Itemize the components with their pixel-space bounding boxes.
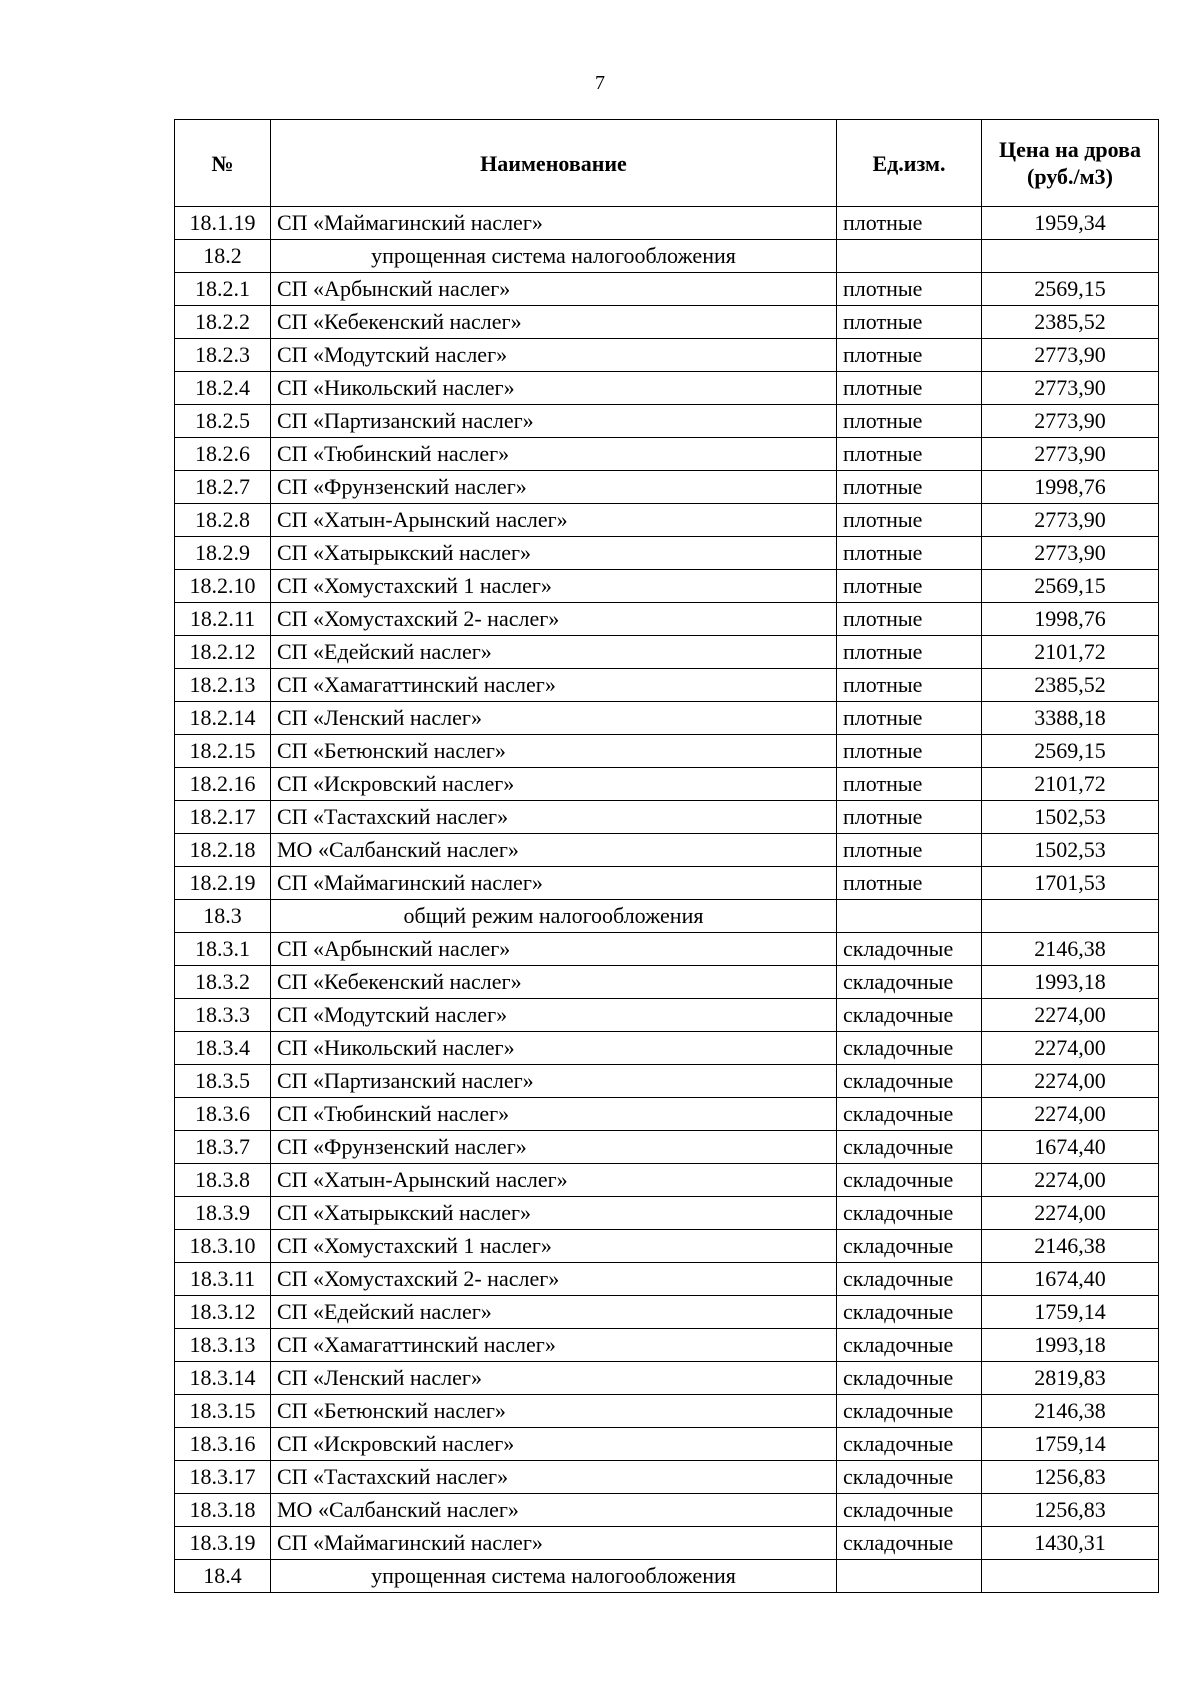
row-number: 18.3.5 (175, 1065, 271, 1098)
unit-cell: складочные (837, 1197, 982, 1230)
table-row (175, 1032, 1159, 1065)
price-cell: 2773,90 (982, 405, 1159, 438)
price-cell: 1701,53 (982, 867, 1159, 900)
unit-cell (837, 1560, 982, 1593)
unit-cell: складочные (837, 999, 982, 1032)
price-cell: 2274,00 (982, 1197, 1159, 1230)
section-row (175, 240, 1159, 273)
price-cell: 2274,00 (982, 1065, 1159, 1098)
settlement-name: СП «Ленский наслег» (271, 702, 837, 735)
unit-cell: плотные (837, 603, 982, 636)
price-cell: 1759,14 (982, 1296, 1159, 1329)
row-number: 18.3.8 (175, 1164, 271, 1197)
row-number: 18.3.19 (175, 1527, 271, 1560)
unit-cell: плотные (837, 735, 982, 768)
settlement-name: СП «Хатын-Арынский наслег» (271, 504, 837, 537)
row-number: 18.3.2 (175, 966, 271, 999)
row-number: 18.3.6 (175, 1098, 271, 1131)
unit-cell (837, 900, 982, 933)
row-number: 18.2.5 (175, 405, 271, 438)
table-row (175, 207, 1159, 240)
table-row (175, 471, 1159, 504)
table-row (175, 1428, 1159, 1461)
price-cell: 1998,76 (982, 471, 1159, 504)
row-number: 18.3.11 (175, 1263, 271, 1296)
table-row (175, 1065, 1159, 1098)
row-number: 18.2.4 (175, 372, 271, 405)
row-number: 18.3.15 (175, 1395, 271, 1428)
row-number: 18.3.16 (175, 1428, 271, 1461)
table-row (175, 273, 1159, 306)
table-row (175, 570, 1159, 603)
price-cell: 1674,40 (982, 1131, 1159, 1164)
price-cell: 1674,40 (982, 1263, 1159, 1296)
price-cell: 1998,76 (982, 603, 1159, 636)
row-number: 18.3.9 (175, 1197, 271, 1230)
row-number: 18.2.9 (175, 537, 271, 570)
row-number: 18.2.15 (175, 735, 271, 768)
unit-cell: складочные (837, 1329, 982, 1362)
settlement-name: СП «Модутский наслег» (271, 339, 837, 372)
settlement-name: СП «Кебекенский наслег» (271, 966, 837, 999)
unit-cell: складочные (837, 1461, 982, 1494)
settlement-name: СП «Тюбинский наслег» (271, 438, 837, 471)
unit-cell: плотные (837, 636, 982, 669)
row-number: 18.3.7 (175, 1131, 271, 1164)
price-cell: 1502,53 (982, 801, 1159, 834)
unit-cell: складочные (837, 966, 982, 999)
header-number: № (175, 120, 271, 207)
table-row (175, 999, 1159, 1032)
table-row (175, 1329, 1159, 1362)
row-number: 18.2.19 (175, 867, 271, 900)
settlement-name: СП «Ленский наслег» (271, 1362, 837, 1395)
row-number: 18.1.19 (175, 207, 271, 240)
unit-cell: плотные (837, 669, 982, 702)
price-cell: 3388,18 (982, 702, 1159, 735)
price-cell (982, 900, 1159, 933)
table-row (175, 1296, 1159, 1329)
table-row (175, 1494, 1159, 1527)
price-cell: 2101,72 (982, 636, 1159, 669)
table-row (175, 1461, 1159, 1494)
table-row (175, 768, 1159, 801)
unit-cell: складочные (837, 1428, 982, 1461)
unit-cell: плотные (837, 702, 982, 735)
settlement-name: СП «Кебекенский наслег» (271, 306, 837, 339)
settlement-name: СП «Хомустахский 2- наслег» (271, 1263, 837, 1296)
settlement-name: СП «Хатырыкский наслег» (271, 1197, 837, 1230)
settlement-name: СП «Тастахский наслег» (271, 801, 837, 834)
price-cell: 2146,38 (982, 1395, 1159, 1428)
table-row (175, 1263, 1159, 1296)
unit-cell: плотные (837, 306, 982, 339)
settlement-name: СП «Фрунзенский наслег» (271, 471, 837, 504)
unit-cell: плотные (837, 801, 982, 834)
unit-cell: плотные (837, 768, 982, 801)
row-number: 18.3.12 (175, 1296, 271, 1329)
price-cell: 2773,90 (982, 438, 1159, 471)
settlement-name: СП «Искровский наслег» (271, 768, 837, 801)
price-cell: 1959,34 (982, 207, 1159, 240)
table-row (175, 702, 1159, 735)
settlement-name: СП «Бетюнский наслег» (271, 735, 837, 768)
settlement-name: СП «Хатын-Арынский наслег» (271, 1164, 837, 1197)
row-number: 18.2 (175, 240, 271, 273)
table-row (175, 504, 1159, 537)
settlement-name: СП «Хомустахский 2- наслег» (271, 603, 837, 636)
table-row (175, 636, 1159, 669)
table-row (175, 1197, 1159, 1230)
unit-cell: складочные (837, 1032, 982, 1065)
unit-cell: плотные (837, 834, 982, 867)
settlement-name: СП «Искровский наслег» (271, 1428, 837, 1461)
row-number: 18.3.17 (175, 1461, 271, 1494)
price-cell: 2146,38 (982, 1230, 1159, 1263)
settlement-name: СП «Тастахский наслег» (271, 1461, 837, 1494)
table-row (175, 438, 1159, 471)
table-row (175, 537, 1159, 570)
table-row (175, 735, 1159, 768)
unit-cell: плотные (837, 471, 982, 504)
row-number: 18.2.16 (175, 768, 271, 801)
table-row (175, 339, 1159, 372)
table-header-row (175, 120, 1159, 207)
unit-cell: плотные (837, 438, 982, 471)
unit-cell: складочные (837, 1395, 982, 1428)
unit-cell: складочные (837, 1164, 982, 1197)
row-number: 18.3.1 (175, 933, 271, 966)
settlement-name: СП «Бетюнский наслег» (271, 1395, 837, 1428)
header-price: Цена на дрова (руб./м3) (982, 120, 1159, 207)
table-row (175, 1362, 1159, 1395)
table-row (175, 1527, 1159, 1560)
unit-cell: складочные (837, 1527, 982, 1560)
section-row (175, 1560, 1159, 1593)
row-number: 18.2.2 (175, 306, 271, 339)
table-row (175, 372, 1159, 405)
table-row (175, 867, 1159, 900)
settlement-name: СП «Маймагинский наслег» (271, 867, 837, 900)
settlement-name: СП «Партизанский наслег» (271, 405, 837, 438)
table-row (175, 1395, 1159, 1428)
price-cell: 2385,52 (982, 306, 1159, 339)
table-row (175, 1230, 1159, 1263)
header-name: Наименование (271, 120, 837, 207)
section-title: общий режим налогообложения (271, 900, 837, 933)
price-cell: 2773,90 (982, 504, 1159, 537)
row-number: 18.2.17 (175, 801, 271, 834)
settlement-name: СП «Никольский наслег» (271, 1032, 837, 1065)
table-row (175, 669, 1159, 702)
price-cell: 1256,83 (982, 1461, 1159, 1494)
price-cell: 2569,15 (982, 273, 1159, 306)
row-number: 18.2.6 (175, 438, 271, 471)
row-number: 18.2.3 (175, 339, 271, 372)
price-cell: 1256,83 (982, 1494, 1159, 1527)
unit-cell: складочные (837, 1362, 982, 1395)
row-number: 18.2.8 (175, 504, 271, 537)
table-row (175, 603, 1159, 636)
price-cell (982, 1560, 1159, 1593)
price-cell: 2773,90 (982, 372, 1159, 405)
header-unit: Ед.изм. (837, 120, 982, 207)
price-cell: 2274,00 (982, 999, 1159, 1032)
price-cell: 2569,15 (982, 735, 1159, 768)
row-number: 18.2.12 (175, 636, 271, 669)
page-number: 7 (595, 72, 605, 94)
row-number: 18.2.7 (175, 471, 271, 504)
row-number: 18.3.10 (175, 1230, 271, 1263)
section-title: упрощенная система налогообложения (271, 240, 837, 273)
row-number: 18.2.11 (175, 603, 271, 636)
price-cell: 2274,00 (982, 1098, 1159, 1131)
unit-cell: плотные (837, 207, 982, 240)
table-row (175, 1131, 1159, 1164)
table-row (175, 1098, 1159, 1131)
unit-cell: плотные (837, 339, 982, 372)
price-cell: 1502,53 (982, 834, 1159, 867)
row-number: 18.2.10 (175, 570, 271, 603)
price-cell: 1759,14 (982, 1428, 1159, 1461)
table-row (175, 834, 1159, 867)
firewood-price-table (174, 119, 1159, 1593)
row-number: 18.2.1 (175, 273, 271, 306)
settlement-name: СП «Модутский наслег» (271, 999, 837, 1032)
settlement-name: СП «Маймагинский наслег» (271, 1527, 837, 1560)
table-row (175, 966, 1159, 999)
unit-cell (837, 240, 982, 273)
settlement-name: СП «Хамагаттинский наслег» (271, 669, 837, 702)
unit-cell: плотные (837, 405, 982, 438)
price-cell: 1993,18 (982, 1329, 1159, 1362)
unit-cell: складочные (837, 933, 982, 966)
unit-cell: складочные (837, 1131, 982, 1164)
settlement-name: СП «Хамагаттинский наслег» (271, 1329, 837, 1362)
price-cell: 1430,31 (982, 1527, 1159, 1560)
unit-cell: плотные (837, 537, 982, 570)
unit-cell: плотные (837, 273, 982, 306)
settlement-name: СП «Хомустахский 1 наслег» (271, 570, 837, 603)
unit-cell: плотные (837, 504, 982, 537)
unit-cell: складочные (837, 1494, 982, 1527)
settlement-name: СП «Фрунзенский наслег» (271, 1131, 837, 1164)
settlement-name: СП «Хомустахский 1 наслег» (271, 1230, 837, 1263)
unit-cell: складочные (837, 1296, 982, 1329)
unit-cell: плотные (837, 867, 982, 900)
unit-cell: плотные (837, 372, 982, 405)
settlement-name: СП «Едейский наслег» (271, 1296, 837, 1329)
price-cell: 2385,52 (982, 669, 1159, 702)
price-cell: 2773,90 (982, 339, 1159, 372)
price-cell: 2569,15 (982, 570, 1159, 603)
price-cell: 1993,18 (982, 966, 1159, 999)
settlement-name: СП «Партизанский наслег» (271, 1065, 837, 1098)
settlement-name: МО «Салбанский наслег» (271, 1494, 837, 1527)
table-row (175, 1164, 1159, 1197)
settlement-name: СП «Тюбинский наслег» (271, 1098, 837, 1131)
price-cell: 2819,83 (982, 1362, 1159, 1395)
row-number: 18.3.18 (175, 1494, 271, 1527)
settlement-name: СП «Арбынский наслег» (271, 933, 837, 966)
row-number: 18.3.3 (175, 999, 271, 1032)
row-number: 18.3.4 (175, 1032, 271, 1065)
price-cell: 2146,38 (982, 933, 1159, 966)
row-number: 18.4 (175, 1560, 271, 1593)
row-number: 18.2.14 (175, 702, 271, 735)
table-body (175, 207, 1159, 1593)
table-row (175, 306, 1159, 339)
section-title: упрощенная система налогообложения (271, 1560, 837, 1593)
row-number: 18.2.13 (175, 669, 271, 702)
price-cell: 2101,72 (982, 768, 1159, 801)
table-row (175, 801, 1159, 834)
table-row (175, 933, 1159, 966)
section-row (175, 900, 1159, 933)
settlement-name: СП «Маймагинский наслег» (271, 207, 837, 240)
unit-cell: складочные (837, 1098, 982, 1131)
row-number: 18.3 (175, 900, 271, 933)
row-number: 18.2.18 (175, 834, 271, 867)
settlement-name: СП «Никольский наслег» (271, 372, 837, 405)
table-row (175, 405, 1159, 438)
settlement-name: СП «Арбынский наслег» (271, 273, 837, 306)
settlement-name: СП «Едейский наслег» (271, 636, 837, 669)
settlement-name: МО «Салбанский наслег» (271, 834, 837, 867)
unit-cell: складочные (837, 1230, 982, 1263)
price-cell: 2773,90 (982, 537, 1159, 570)
row-number: 18.3.14 (175, 1362, 271, 1395)
unit-cell: плотные (837, 570, 982, 603)
unit-cell: складочные (837, 1065, 982, 1098)
row-number: 18.3.13 (175, 1329, 271, 1362)
settlement-name: СП «Хатырыкский наслег» (271, 537, 837, 570)
price-cell: 2274,00 (982, 1032, 1159, 1065)
price-cell (982, 240, 1159, 273)
unit-cell: складочные (837, 1263, 982, 1296)
price-cell: 2274,00 (982, 1164, 1159, 1197)
